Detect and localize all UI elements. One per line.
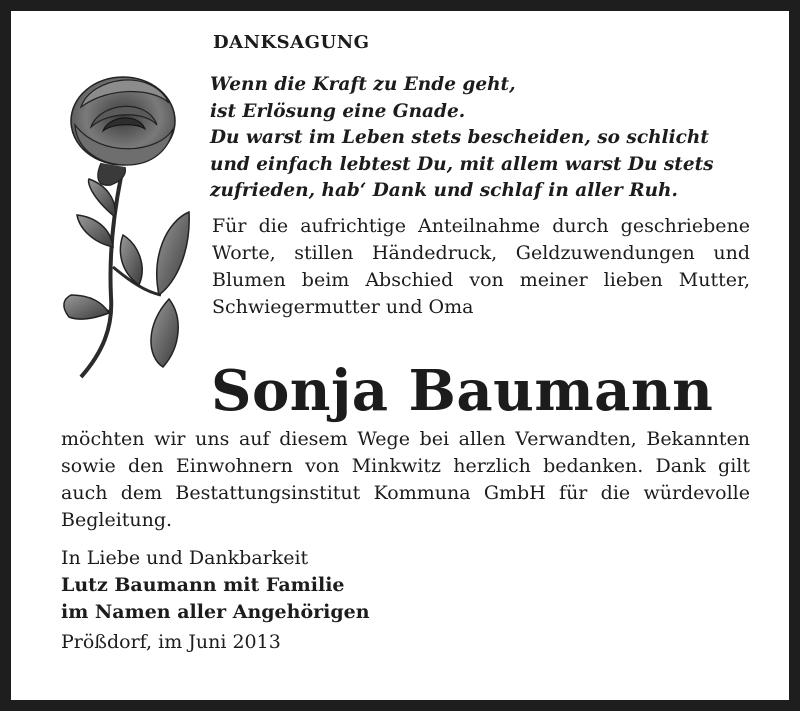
- poem-line: Du warst im Leben stets bescheiden, so schlicht: [210, 127, 709, 148]
- signature-line: im Namen aller Angehörigen: [61, 601, 370, 623]
- intro-paragraph: Für die aufrichtige Anteilnahme durch geschriebene Worte, stillen Händedruck, Geldzuwendungen und Blumen beim Abschied von meiner lieben Mutter, Schwiegermutter und Oma: [212, 215, 750, 318]
- poem-line: ist Erlösung eine Gnade.: [210, 100, 466, 122]
- deceased-name: Sonja Baumann: [211, 358, 714, 424]
- poem-line: und einfach lebtest Du, mit allem warst Du stets: [210, 153, 714, 175]
- place-date: Prößdorf, im Juni 2013: [61, 631, 281, 653]
- closing-line: In Liebe und Dankbarkeit: [61, 547, 309, 569]
- thanks-paragraph: möchten wir uns auf diesem Wege bei allen Verwandten, Bekannten sowie den Einwohnern von Minkwitz herzlich bedanken. Dank gilt auch dem Bestattungsinstitut Kommuna GmbH für die würdevolle Begleitung.: [61, 428, 750, 531]
- poem-line: zufrieden, hab‘ Dank und schlaf in aller Ruh.: [210, 180, 678, 201]
- poem-line: Wenn die Kraft zu Ende geht,: [210, 74, 516, 95]
- poem: [210, 72, 750, 205]
- signature-line: Lutz Baumann mit Familie: [61, 574, 345, 596]
- rose-flower-icon: [51, 67, 211, 383]
- notice-heading: DANKSAGUNG: [213, 32, 370, 53]
- closing-block: [61, 545, 370, 626]
